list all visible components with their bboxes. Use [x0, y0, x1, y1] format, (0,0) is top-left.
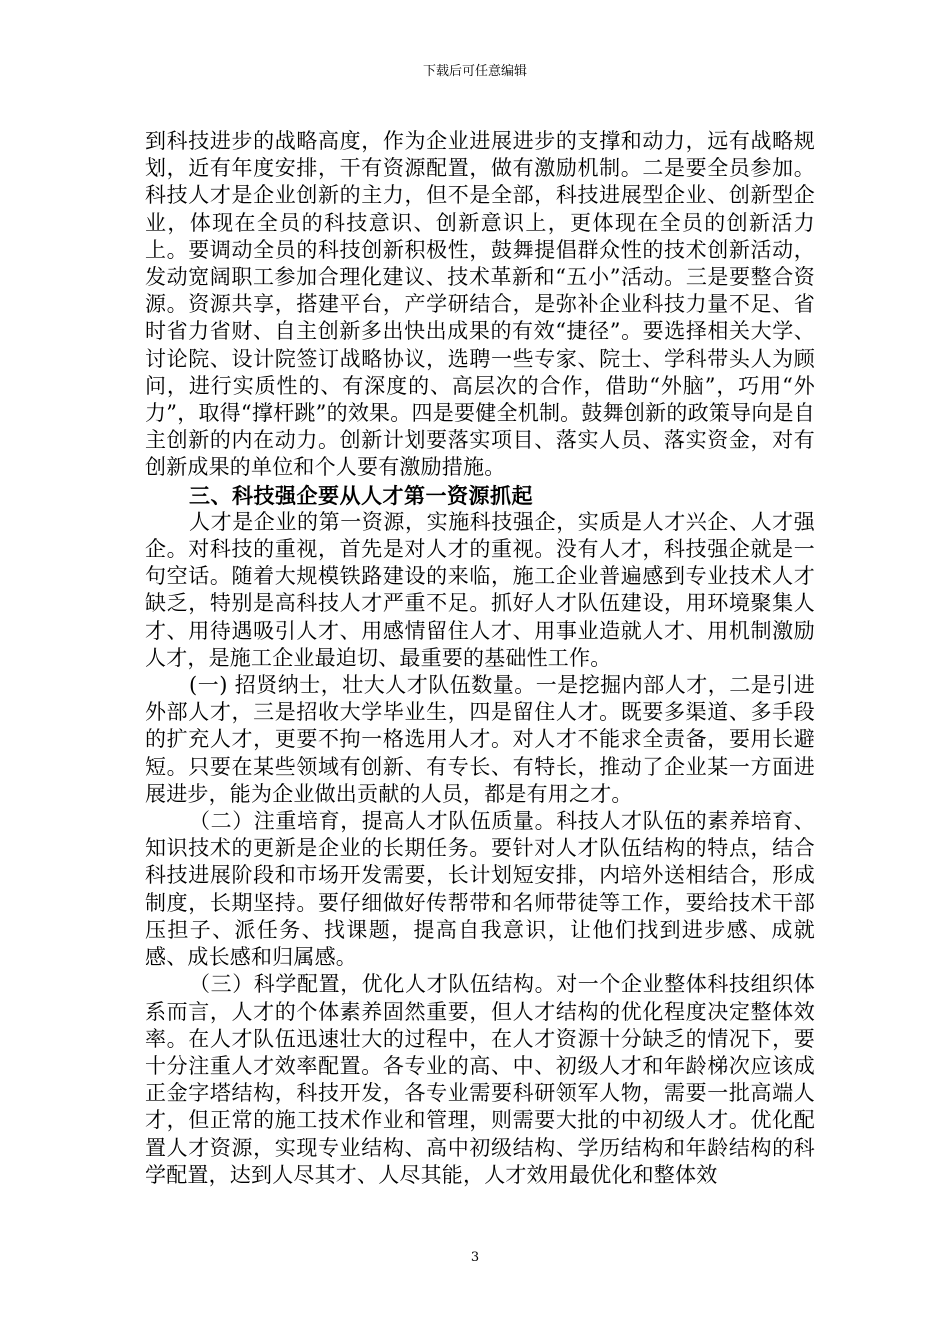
document-body: [145, 128, 815, 1189]
paragraph-training: （二）注重培育，提高人才队伍质量。科技人才队伍的素养培育、知识技术的更新是企业的长期任务。要针对人才队伍结构的特点，结合科技进展阶段和市场开发需要，长计划短安排，内培外送相结合，形成制度，长期坚持。要仔细做好传帮带和名师带徒等工作，要给技术干部压担子、派任务、找课题，提高自我意识，让他们找到进步感、成就感、成长感和归属感。: [145, 809, 815, 970]
page-number: 3: [470, 1250, 480, 1265]
paragraph-strategy: 到科技进步的战略高度，作为企业进展进步的支撑和动力，远有战略规划，近有年度安排，干有资源配置，做有激励机制。二是要全员参加。科技人才是企业创新的主力，但不是全部，科技进展型企业、创新型企业，体现在全员的科技意识、创新意识上，更体现在全员的创新活力上。要调动全员的科技创新积极性，鼓舞提倡群众性的技术创新活动，发动宽阔职工参加合理化建议、技术革新和“五小”活动。三是要整合资源。资源共享，搭建平台，产学研结合，是弥补企业科技力量不足、省时省力省财、自主创新多出快出成果的有效“捷径”。要选择相关大学、讨论院、设计院签订战略协议，选聘一些专家、院士、学科带头人为顾问，进行实质性的、有深度的、高层次的合作，借助“外脑”，巧用“外力”，取得“撑杆跳”的效果。四是要健全机制。鼓舞创新的政策导向是自主创新的内在动力。创新计划要落实项目、落实人员、落实资金，对有创新成果的单位和个人要有激励措施。: [145, 129, 815, 480]
paragraph-talent-intro: 人才是企业的第一资源，实施科技强企，实质是人才兴企、人才强企。对科技的重视，首先是对人才的重视。没有人才，科技强企就是一句空话。随着大规模铁路建设的来临，施工企业普遍感到专业技术人才缺乏，特别是高科技人才严重不足。抓好人才队伍建设，用环境聚集人才、用待遇吸引人才、用感情留住人才、用事业造就人才、用机制激励人才，是施工企业最迫切、最重要的基础性工作。: [145, 509, 815, 670]
paragraph-allocation: （三）科学配置，优化人才队伍结构。对一个企业整体科技组织体系而言，人才的个体素养固然重要，但人才结构的优化程度决定整体效率。在人才队伍迅速壮大的过程中，在人才资源十分缺乏的情况下，要十分注重人才效率配置。各专业的高、中、初级人才和年龄梯次应该成正金字塔结构，科技开发，各专业需要科研领军人物，需要一批高端人才，但正常的施工技术作业和管理，则需要大批的中初级人才。优化配置人才资源，实现专业结构、高中初级结构、学历结构和年龄结构的科学配置，达到人尽其才、人尽其能，人才效用最优化和整体效: [145, 972, 815, 1187]
paragraph-recruit: (一) 招贤纳士，壮大人才队伍数量。一是挖掘内部人才，二是引进外部人才，三是招收大学毕业生，四是留住人才。既要多渠道、多手段的扩充人才，更要不拘一格选用人才。对人才不能求全责备，要用长避短。只要在某些领域有创新、有专长、有特长，推动了企业某一方面进展进步，能为企业做出贡献的人员，都是有用之才。: [145, 673, 815, 806]
header-note: 下载后可任意编辑: [422, 64, 527, 79]
section-heading-talent: 三、科技强企要从人才第一资源抓起: [189, 482, 533, 508]
